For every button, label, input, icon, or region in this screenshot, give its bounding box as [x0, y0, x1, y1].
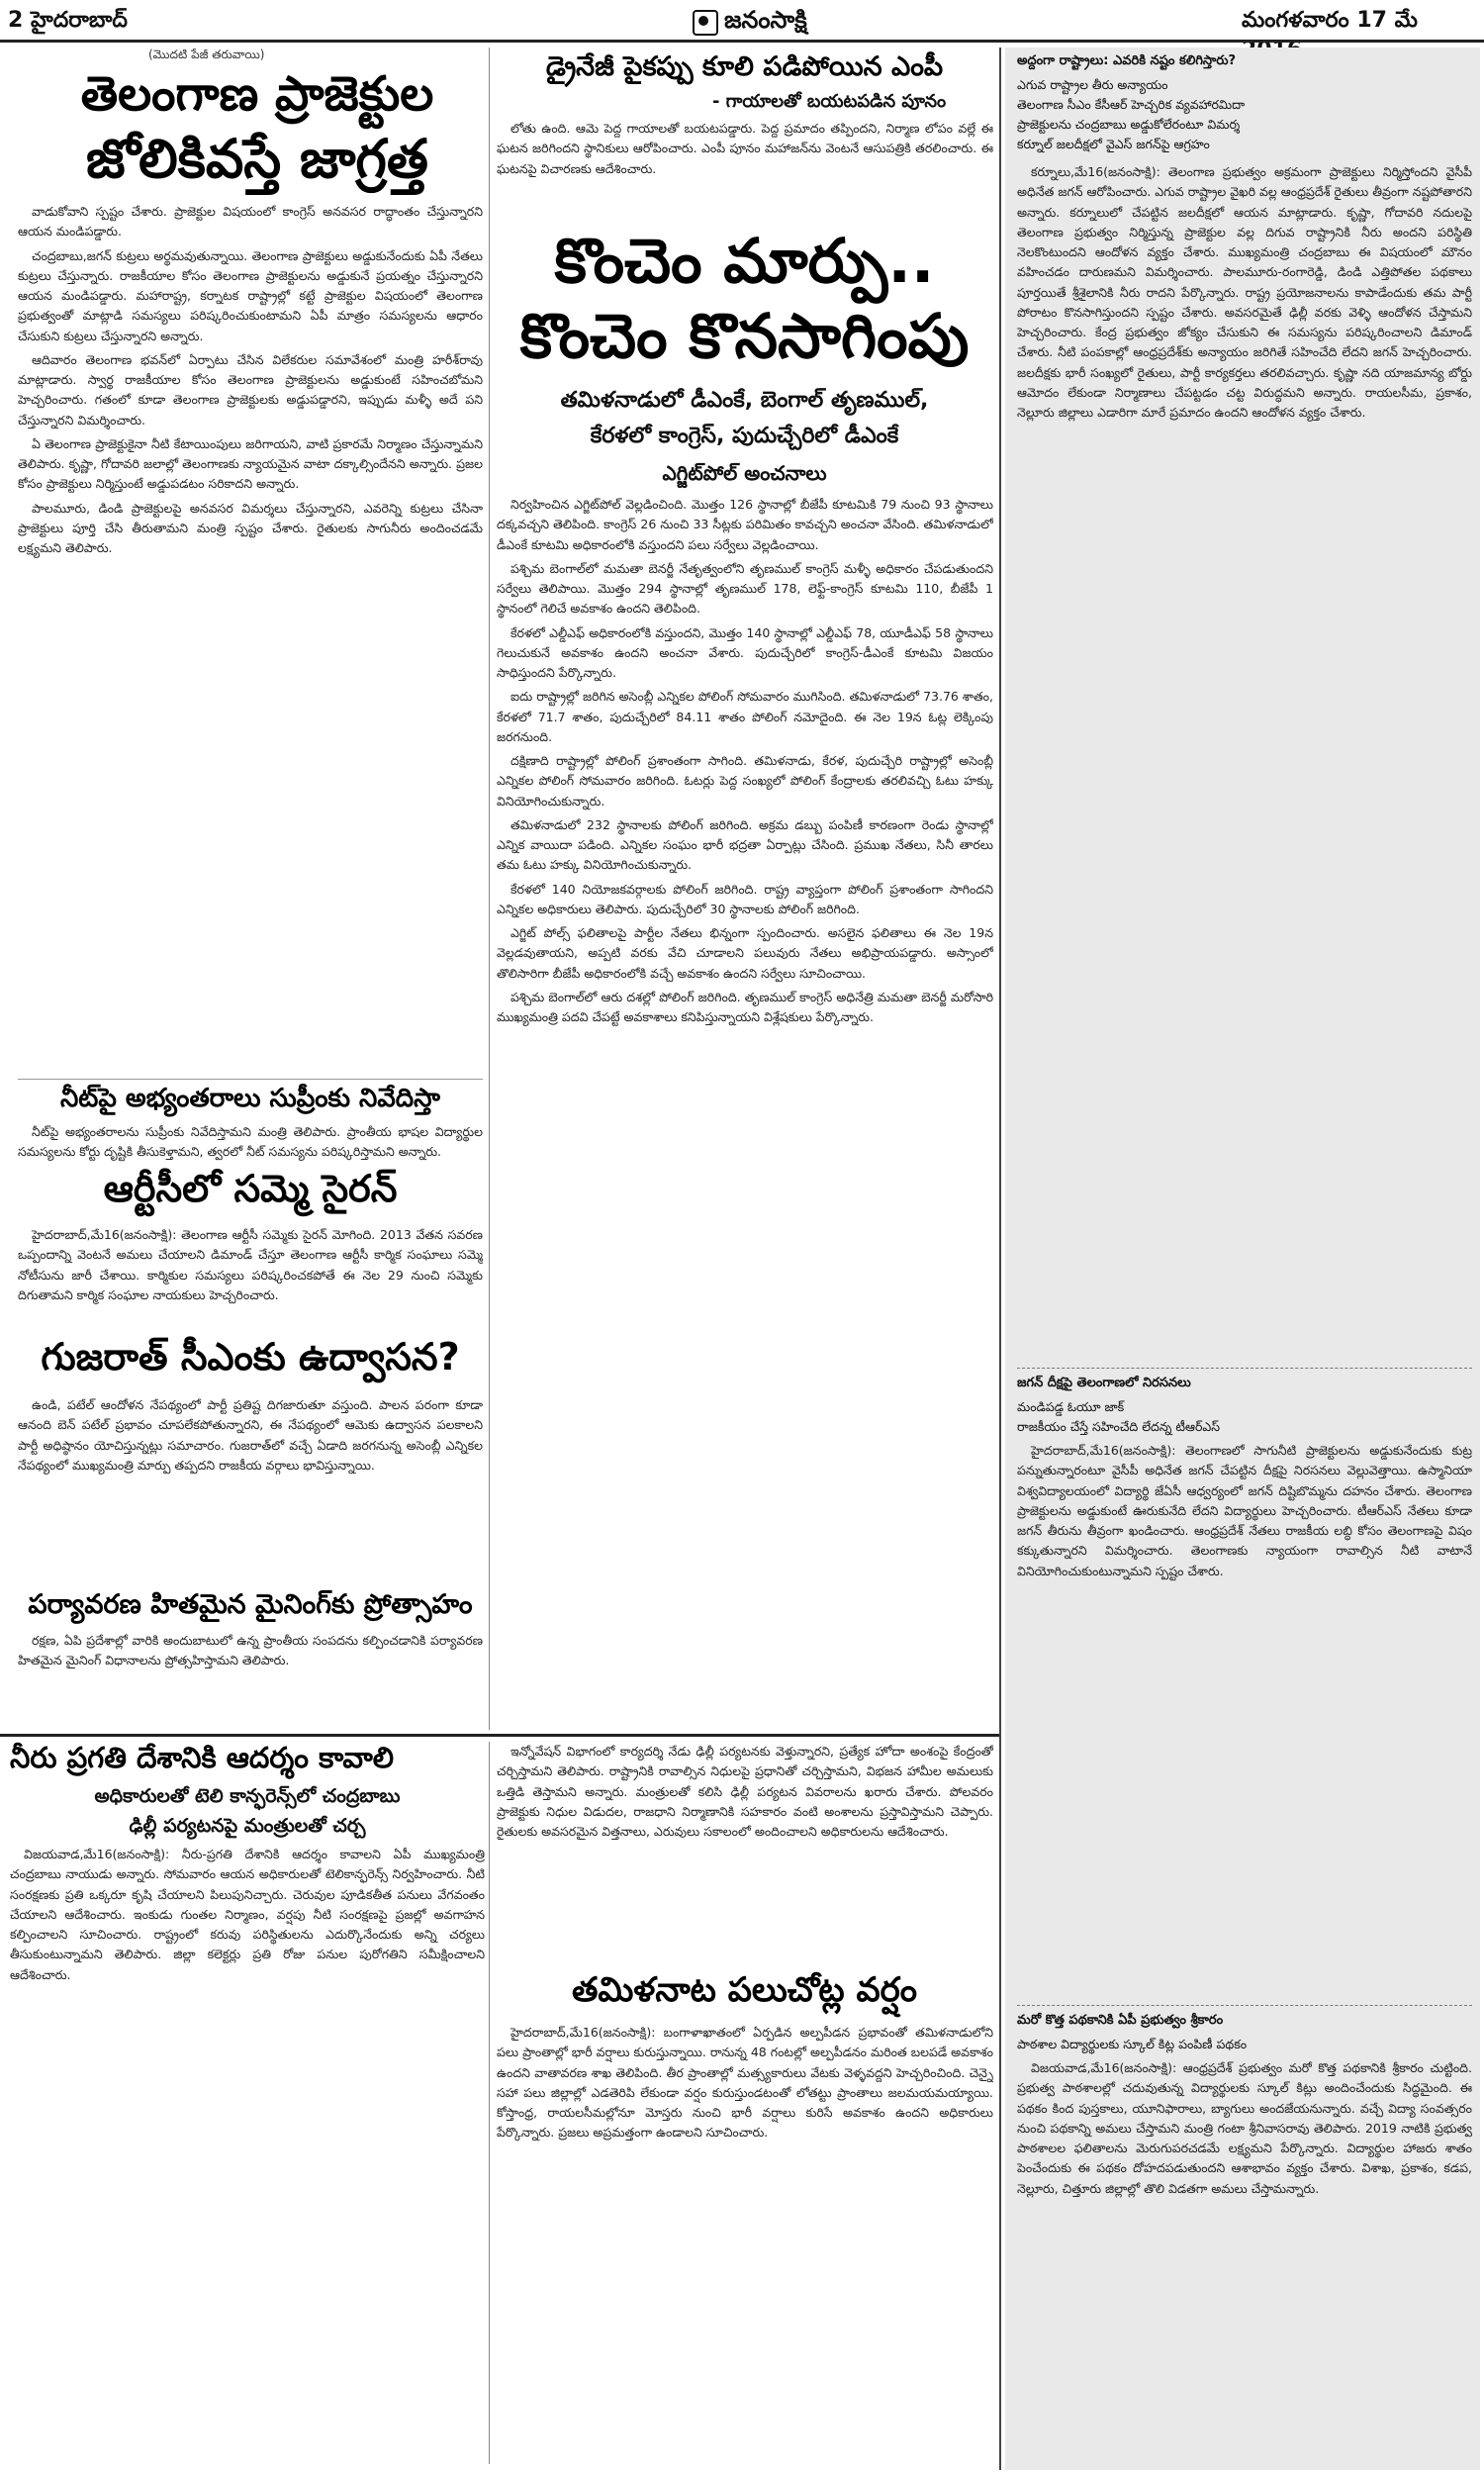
brand-name: జనంసాక్షి	[724, 6, 807, 34]
right-section3-body	[1017, 2058, 1472, 2464]
story6-headline: డ్రైనేజీ పైకప్పు కూలి పడిపోయిన ఎంపీ	[545, 51, 944, 82]
story7-paragraph: కేరళలో 140 నియోజకవర్గాలకు పోలింగ్ జరిగింది. రాష్ట్ర వ్యాప్తంగా పోలింగ్ ప్రశాంతంగా సాగిందని ఎన్నికల అధికారులు తెలిపారు. పుదుచ్చేరిలో 30 స్థానాలకు పోలింగ్ జరిగింది.	[497, 881, 993, 916]
column-divider	[489, 48, 490, 1730]
story4-body	[18, 1395, 483, 1581]
story8-deck-line2: ఢిల్లీ పర్యటనపై మంత్రులతో చర్చ	[129, 1815, 366, 1837]
story1-headline-line2: జోలికివస్తే జాగ్రత్త	[86, 128, 428, 190]
divider	[18, 1079, 483, 1080]
story8-paragraph: విజయవాడ,మే16(జనంసాక్షి): నీరు-ప్రగతి దేశానికి ఆదర్శం కావాలని ఏపీ ముఖ్యమంత్రి చంద్రబాబు నాయుడు అన్నారు. సోమవారం ఆయన అధికారులతో టెలికాన్ఫరెన్స్ నిర్వహించారు. నీటి సంరక్షణకు ప్రతి ఒక్కరూ కృషి చేయాలని పిలుపునిచ్చారు. చెరువుల పూడికతీత పనులు వేగవంతం చేయాలని ఆదేశించారు. ఇంకుడు గుంతల నిర్మాణం, వర్షపు నీటి సంరక్షణపై ప్రజల్లో అవగాహన కల్పించాలని సూచించారు. రాష్ట్రంలో కరువు పరిస్థితులను ఎదుర్కొనేందుకు అన్ని చర్యలు తీసుకుంటున్నామని తెలిపారు. జిల్లా కలెక్టర్లు ప్రతి రోజు పనుల పురోగతిని సమీక్షించాలని ఆదేశించారు.	[10, 1847, 485, 1982]
story7-deck-line1: తమిళనాడులో డీఎంకే, బెంగాల్ తృణముల్,	[560, 388, 929, 413]
story9-body	[497, 2023, 993, 2464]
story7-paragraph: నిర్వహించిన ఎగ్జిట్‌పోల్ వెల్లడించింది. మొత్తం 126 స్థానాల్లో బీజేపీ కూటమికి 79 నుంచి 93 స్థానాలు దక్కవచ్చని తెలిపింది. కాంగ్రెస్ 26 నుంచి 33 సీట్లకు పరిమితం కావచ్చని అంచనా వేసింది. తమిళనాడులో డీఎంకే కూటమి అధికారంలోకి వస్తుందని పలు సర్వేలు వెల్లడించాయి.	[497, 497, 993, 552]
right-section1-subhead: ప్రాజెక్టులను చంద్రబాబు అడ్డుకోలేరంటూ విమర్శ	[1017, 117, 1241, 132]
right-section2-paragraph: హైదరాబాద్,మే16(జనంసాక్షి): తెలంగాణలో సాగునీటి ప్రాజెక్టులను అడ్డుకునేందుకు కుట్ర పన్నుతున్నారంటూ వైసీపీ అధినేత జగన్ చేపట్టిన దీక్షపై నిరసనలు వెల్లువెత్తాయి. ఉస్మానియా విశ్వవిద్యాలయంలో విద్యార్థి జేఏసీ ఆధ్వర్యంలో జగన్ దిష్టిబొమ్మను దహనం చేశారు. తెలంగాణ ప్రాజెక్టులను అడ్డుకుంటే ఊరుకునేది లేదని విద్యార్థులు హెచ్చరించారు. టీఆర్ఎస్ నేతలు కూడా జగన్ తీరును తీవ్రంగా ఖండించారు. ఆంధ్రప్రదేశ్ నేతలు రాజకీయ లబ్ధి కోసం తెలంగాణపై విషం కక్కుతున్నారని విమర్శించారు. తెలంగాణకు న్యాయంగా రావాల్సిన నీటి వాటానే వినియోగించుకుంటున్నామని స్పష్టం చేశారు.	[1017, 1443, 1472, 1578]
masthead-rule	[0, 40, 1484, 43]
story6-body	[497, 119, 993, 214]
brand-icon	[693, 10, 718, 36]
right-section2-title: జగన్ దీక్షపై తెలంగాణలో నిరసనలు	[1017, 1376, 1191, 1390]
story5-paragraph: రక్షణ, ఏపి ప్రదేశాల్లో వారికి అందుబాటులో ఉన్న ప్రాంతీయ సంపదను కల్పించడానికి పర్యావరణ హితమైన మైనింగ్ విధానాలను ప్రోత్సహిస్తామని తెలిపారు.	[18, 1633, 483, 1668]
story7-headline-line1: కొంచెం మార్పు..	[554, 225, 935, 297]
story2-headline: నీట్‌పై అభ్యంతరాలు సుప్రీంకు నివేదిస్తా	[60, 1084, 440, 1113]
story7-paragraph: ఐదు రాష్ట్రాల్లో జరిగిన అసెంబ్లీ ఎన్నికల పోలింగ్ సోమవారం ముగిసింది. తమిళనాడులో 73.76 శాతం, కేరళలో 71.7 శాతం, పుదుచ్చేరిలో 84.11 శాతం పోలింగ్ నమోదైంది. ఈ నెల 19న ఓట్ల లెక్కింపు జరగనుంది.	[497, 689, 993, 744]
story2-body	[18, 1122, 483, 1164]
right-section1-paragraph: కర్నూలు,మే16(జనంసాక్షి): తెలంగాణ ప్రభుత్వం అక్రమంగా ప్రాజెక్టులు నిర్మిస్తోందని వైసీపీ అధినేత జగన్ ఆరోపించారు. ఎగువ రాష్ట్రాల వైఖరి వల్ల ఆంధ్రప్రదేశ్ రైతులు తీవ్రంగా నష్టపోతారని అన్నారు. కర్నూలులో చేపట్టిన జలదీక్షలో ఆయన మాట్లాడారు. కృష్ణా, గోదావరి నదులపై తెలంగాణ ప్రభుత్వం నిర్మిస్తున్న ప్రాజెక్టుల వల్ల దిగువ రాష్ట్రానికి నీరు అందని పరిస్థితి నెలకొంటుందని ఆందోళన వ్యక్తం చేశారు. ముఖ్యమంత్రి చంద్రబాబు ఈ విషయంలో మౌనం వహించడం దారుణమని విమర్శించారు. పాలమూరు-రంగారెడ్డి, డిండి ఎత్తిపోతల పథకాలు పూర్తయితే శ్రీశైలానికి నీరు రాదని పేర్కొన్నారు. రాష్ట్ర ప్రయోజనాలను కాపాడేందుకు తమ పార్టీ పోరాటం కొనసాగిస్తుందని స్పష్టం చేశారు. అవసరమైతే ఢిల్లీ వరకు వెళ్ళి ఆందోళన చేస్తామని హెచ్చరించారు. కేంద్ర ప్రభుత్వం జోక్యం చేసుకుని ఈ సమస్యను పరిష్కరించాలని డిమాండ్ చేశారు. నీటి పంపకాల్లో ఆంధ్రప్రదేశ్‌కు అన్యాయం జరిగితే సహించేది లేదని జగన్ హెచ్చరించారు. జలదీక్షకు భారీ సంఖ్యలో రైతులు, పార్టీ కార్యకర్తలు తరలివచ్చారు. కృష్ణా నది యాజమాన్య బోర్డు ఆమోదం లేకుండా నిర్మాణాలు చేపట్టడం చట్ట విరుద్ధమని అన్నారు. రాయలసీమ, ప్రకాశం, నెల్లూరు జిల్లాలు ఎడారిగా మారే ప్రమాదం ఉందని ఆందోళన వ్యక్తం చేశారు.	[1017, 164, 1472, 420]
story3-headline: ఆర్టీసీలో సమ్మె సైరన్	[103, 1167, 398, 1210]
story1-paragraph: పాలమూరు, డిండి ప్రాజెక్టులపై అనవసర విమర్శలు చేస్తున్నారని, ఎవరెన్ని కుట్రలు చేసినా ప్రాజెక్టులు పూర్తి చేసి తీరుతామని మంత్రి స్పష్టం చేశారు. రైతులకు సాగునీరు అందించడమే లక్ష్యమని తెలిపారు.	[18, 500, 483, 555]
story3-paragraph: హైదరాబాద్,మే16(జనంసాక్షి): తెలంగాణ ఆర్టీసీ సమ్మెకు సైరన్ మోగింది. 2013 వేతన సవరణ ఒప్పందాన్ని వెంటనే అమలు చేయాలని డిమాండ్ చేస్తూ తెలంగాణ ఆర్టీసీ కార్మిక సంఘాలు సమ్మె నోటీసును జారీ చేశాయి. కార్మికుల సమస్యలు పరిష్కరించకపోతే ఈ నెల 29 నుంచి సమ్మెకు దిగుతామని కార్మిక సంఘాల నాయకులు హెచ్చరించారు.	[18, 1227, 483, 1302]
column-divider	[489, 1742, 490, 2464]
story3-body	[18, 1225, 483, 1332]
story1-headline-line1: తెలంగాణ ప్రాజెక్టుల	[80, 66, 434, 122]
story1-paragraph: వాడుకోవాని స్పష్టం చేశారు. ప్రాజెక్టుల విషయంలో కాంగ్రెస్ అనవసర రాద్ధాంతం చేస్తున్నారని ఆయన మండిపడ్డారు.	[18, 204, 483, 239]
brand-logo	[693, 6, 807, 40]
column-divider	[999, 48, 1001, 2470]
story7-paragraph: ఎగ్జిట్ పోల్స్ ఫలితాలపై పార్టీల నేతలు భిన్నంగా స్పందించారు. అసలైన ఫలితాలు ఈ నెల 19న వెల్లడవుతాయని, అప్పటి వరకు వేచి చూడాలని పలువురు నేతలు అభిప్రాయపడ్డారు. అస్సాంలో తొలిసారిగా బీజేపీ అధికారంలోకి వచ్చే అవకాశం ఉందని సర్వేలు సూచించాయి.	[497, 925, 993, 981]
story9-headline: తమిళనాట పలుచోట్ల వర్షం	[571, 1970, 918, 2010]
story4-paragraph: ఉండి, పటేల్ ఆందోళన నేపథ్యంలో పార్టీ ప్రతిష్ట దిగజారుతూ వస్తుంది. పాలన పరంగా కూడా ఆనంది బెన్ పటేల్ ప్రభావం చూపలేకపోతున్నారని, ఈ నేపథ్యంలో ఆమెకు ఉద్వాసన పలకాలని పార్టీ అధిష్ఠానం యోచిస్తున్నట్లు సమాచారం. గుజరాత్‌లో వచ్చే ఏడాది జరగనున్న అసెంబ్లీ ఎన్నికల నేపథ్యంలో ముఖ్యమంత్రి మార్పు తప్పదని రాజకీయ వర్గాలు భావిస్తున్నాయి.	[18, 1397, 483, 1473]
story1-body	[18, 202, 483, 1083]
story1-paragraph: చంద్రబాబు,జగన్ కుట్రలు అర్థమవుతున్నాయి. తెలంగాణ ప్రాజెక్టులు అడ్డుకునేందుకు ఏపీ నేతలు కుట్రలు చేస్తున్నారు. రాజకీయాల కోసం తెలంగాణ ప్రాజెక్టులను అడ్డుకునే ప్రయత్నం చేస్తున్నారని ఆయన మండిపడ్డారు. మహారాష్ట్ర, కర్నాటక రాష్ట్రాల్లో కట్టే ప్రాజెక్టుల విషయంలో తెలంగాణ ప్రభుత్వంతో మాట్లాడి సమస్యలు పరిష్కరించుకుంటామని ఏపీ మాత్రం సమస్యలను ఆధారం చేసుకుని కుట్రలు చేస్తున్నారని అన్నారు.	[18, 247, 483, 343]
right-section2-subhead: రాజకీయం చేస్తే సహించేది లేదన్న టీఆర్ఎస్	[1017, 1419, 1221, 1434]
divider	[1017, 2005, 1472, 2006]
right-section1-subheads	[1017, 75, 1472, 154]
story9-paragraph: హైదరాబాద్,మే16(జనంసాక్షి): బంగాళాఖాతంలో ఏర్పడిన అల్పపీడన ప్రభావంతో తమిళనాడులోని పలు ప్రాంతాల్లో భారీ వర్షాలు కురుస్తున్నాయి. రానున్న 48 గంటల్లో అల్పపీడనం మరింత బలపడే అవకాశం ఉందని వాతావరణ శాఖ తెలిపింది. తీర ప్రాంతాల్లో మత్స్యకారులు వేటకు వెళ్ళవద్దని హెచ్చరించింది. చెన్నై సహా పలు జిల్లాల్లో ఎడతెరిపి లేకుండా వర్షం కురుస్తుండటంతో లోతట్టు ప్రాంతాలు జలమయమయ్యాయి. కోస్తాంధ్ర, రాయలసీమల్లోనూ మోస్తరు నుంచి భారీ వర్షాలు కురిసే అవకాశం ఉందని అధికారులు పేర్కొన్నారు. ప్రజలు అప్రమత్తంగా ఉండాలని సూచించారు.	[497, 2025, 993, 2141]
divider	[1017, 1368, 1472, 1369]
story7-deck-line3: ఎగ్జిట్‌పోల్ అంచనాలు	[662, 461, 827, 485]
story8-paragraph: ఇన్నోవేషన్ విభాగంలో కార్యదర్శి నేడు ఢిల్లీ పర్యటనకు వెళ్తున్నారని, ప్రత్యేక హోదా అంశంపై కేంద్రంతో చర్చిస్తామని తెలిపారు. రాష్ట్రానికి రావాల్సిన నిధులపై ప్రధానితో చర్చిస్తామని, విభజన హామీల అమలుకు ఒత్తిడి తెస్తామని అన్నారు. మంత్రులతో కలిసి ఢిల్లీ పర్యటన వివరాలను ఖరారు చేశారు. పోలవరం ప్రాజెక్టుకు నిధుల విడుదల, రాజధాని నిర్మాణానికి సహకారం వంటి అంశాలను ప్రస్తావిస్తామని చెప్పారు. రైతులకు అవసరమైన విత్తనాలు, ఎరువులు సకాలంలో అందించాలని అధికారులను ఆదేశించారు.	[497, 1744, 993, 1839]
right-section2-subheads	[1017, 1397, 1472, 1437]
story5-body	[18, 1631, 483, 1672]
right-section1-title: అద్దంగా రాష్ట్రాలు: ఎవరికి నష్టం కలిగిస్తారు?	[1017, 53, 1237, 68]
story6-subheadline: - గాయాలతో బయటపడిన పూనం	[712, 91, 947, 112]
section-rule	[0, 1734, 999, 1737]
story7-paragraph: కేరళలో ఎల్డీఎఫ్ అధికారంలోకి వస్తుందని, మొత్తం 140 స్థానాల్లో ఎల్డీఎఫ్ 78, యూడీఎఫ్ 58 స్థానాలు గెలుచుకునే అవకాశం ఉందని అంచనా వేశారు. పుదుచ్చేరిలో కాంగ్రెస్-డీఎంకే కూటమి విజయం సాధిస్తుందని పేర్కొన్నారు.	[497, 624, 993, 680]
story6-paragraph: లోతు ఉంది. ఆమె పెద్ద గాయాలతో బయటపడ్డారు. పెద్ద ప్రమాదం తప్పిందని, నిర్మాణ లోపం వల్లే ఈ ఘటన జరిగిందని స్థానికులు ఆరోపించారు. ఎంపీ పూనం మహాజన్‌ను వెంటనే ఆసుపత్రికి తరలించారు. ఈ ఘటనపై విచారణకు ఆదేశించారు.	[497, 121, 993, 176]
story7-paragraph: పశ్చిమ బెంగాల్‌లో మమతా బెనర్జీ నేతృత్వంలోని తృణముల్ కాంగ్రెస్ మళ్ళీ అధికారం చేపడుతుందని సర్వేలు తెలిపాయి. మొత్తం 294 స్థానాల్లో తృణముల్ 178, లెఫ్ట్-కాంగ్రెస్ కూటమి 110, బీజేపీ 1 స్థానంలో గెలిచే అవకాశం ఉందని తెలిపింది.	[497, 560, 993, 617]
right-section1-body	[1017, 162, 1472, 1360]
right-section3-paragraph: విజయవాడ,మే16(జనంసాక్షి): ఆంధ్రప్రదేశ్ ప్రభుత్వం మరో కొత్త పథకానికి శ్రీకారం చుట్టింది. ప్రభుత్వ పాఠశాలల్లో చదువుతున్న విద్యార్థులకు స్కూల్ కిట్లు అందించేందుకు సిద్ధమైంది. ఈ పథకం కింద పుస్తకాలు, యూనిఫారాలు, బ్యాగులు అందజేయనున్నారు. వచ్చే విద్యా సంవత్సరం నుంచి పథకాన్ని అమలు చేస్తామని మంత్రి గంటా శ్రీనివాసరావు తెలిపారు. 2019 నాటికి ప్రభుత్వ పాఠశాలల ఫలితాలను మెరుగుపరచడమే లక్ష్యమని పేర్కొన్నారు. విద్యార్థుల హాజరు శాతం పెంచేందుకు ఈ పథకం దోహదపడుతుందని ఆశాభావం వ్యక్తం చేశారు. విశాఖ, ప్రకాశం, కడప, నెల్లూరు, చిత్తూరు జిల్లాల్లో తొలి విడతగా అమలు చేస్తామన్నారు.	[1017, 2060, 1472, 2196]
issue-date: మంగళవారం 17 మే	[1242, 8, 1418, 33]
story7-paragraph: తమిళనాడులో 232 స్థానాలకు పోలింగ్ జరిగింది. అక్రమ డబ్బు పంపిణీ కారణంగా రెండు స్థానాల్లో ఎన్నిక వాయిదా పడింది. ఎన్నికల సంఘం భారీ భద్రతా ఏర్పాట్లు చేసింది. ప్రముఖ నేతలు, సినీ తారలు తమ ఓటు హక్కు వినియోగించుకున్నారు.	[497, 816, 993, 873]
story7-body	[497, 495, 993, 1722]
right-section1-subhead: తెలంగాణ సీఎం కేసీఆర్ హెచ్చరిక వ్యవహారమిదా	[1017, 97, 1246, 112]
story8-deck-line1: అధికారులతో టెలి కాన్ఫరెన్స్‌లో చంద్రబాబు	[94, 1785, 401, 1807]
right-section1-subhead: కర్నూల్ జలదీక్షలో వైఎస్ జగన్‌పై ఆగ్రహం	[1017, 137, 1210, 151]
right-section2-subhead: మండిపడ్డ ఓయూ జాక్	[1017, 1399, 1125, 1414]
story8-headline: నీరు ప్రగతి దేశానికి ఆదర్శం కావాలి	[10, 1741, 394, 1774]
story5-headline: పర్యావరణ హితమైన మైనింగ్‌కు ప్రోత్సాహం	[28, 1589, 473, 1620]
right-section3-title: మరో కొత్త పథకానికి ఏపీ ప్రభుత్వం శ్రీకారం	[1017, 2013, 1224, 2028]
story8-body-right	[497, 1742, 993, 1959]
story4-headline: గుజరాత్ సీఎంకు ఉద్వాసన?	[41, 1335, 460, 1379]
story7-paragraph: పశ్చిమ బెంగాల్‌లో ఆరు దశల్లో పోలింగ్ జరిగింది. తృణముల్ కాంగ్రెస్ అధినేత్రి మమతా బెనర్జీ మరోసారి ముఖ్యమంత్రి పదవి చేపట్టే అవకాశాలు కనిపిస్తున్నాయని విశ్లేషకులు పేర్కొన్నారు.	[497, 989, 993, 1024]
story7-headline-line2: కొంచెం కొనసాగింపు	[519, 300, 970, 372]
continued-kicker: (మొదటి పేజీ తరువాయి)	[148, 48, 265, 61]
page-number-city: 2 హైదరాబాద్	[8, 8, 128, 33]
story7-deck-line2: కేరళలో కాంగ్రెస్, పుదుచ్చేరిలో డీఎంకే	[590, 424, 899, 448]
story1-paragraph: ఏ తెలంగాణ ప్రాజెక్టుకైనా నీటి కేటాయింపులు జరిగాయని, వాటి ప్రకారమే నిర్మాణం చేస్తున్నామని తెలిపారు. కృష్ణా, గోదావరి జలాల్లో తెలంగాణకు న్యాయమైన వాటా దక్కాల్సిందేనని అన్నారు. ప్రజల కోసం ప్రాజెక్టులు నిర్మిస్తుంటే అడ్డుపడటం సరికాదని అన్నారు.	[18, 435, 483, 492]
right-section1-subhead: ఎగువ రాష్ట్రాల తీరు అన్యాయం	[1017, 77, 1168, 92]
right-section3-subhead: పాఠశాల విద్యార్థులకు స్కూల్ కిట్ల పంపిణీ పథకం	[1017, 2037, 1248, 2051]
right-section2-body	[1017, 1441, 1472, 1995]
story8-body-left	[10, 1845, 485, 2463]
right-section3-subheads	[1017, 2035, 1472, 2054]
story7-paragraph: దక్షిణాది రాష్ట్రాల్లో పోలింగ్ ప్రశాంతంగా సాగింది. తమిళనాడు, కేరళ, పుదుచ్చేరి రాష్ట్రాల్లో అసెంబ్లీ ఎన్నికల పోలింగ్ సోమవారం జరిగింది. ఓటర్లు పెద్ద సంఖ్యలో పోలింగ్ కేంద్రాలకు తరలివచ్చి ఓటు హక్కు వినియోగించుకున్నారు.	[497, 753, 993, 809]
story1-paragraph: ఆదివారం తెలంగాణ భవన్‌లో ఏర్పాటు చేసిన విలేకరుల సమావేశంలో మంత్రి హరీశ్‌రావు మాట్లాడారు. స్వార్థ రాజకీయాల కోసం తెలంగాణ ప్రాజెక్టులను అడ్డుకుంటే సహించబోమని హెచ్చరించారు. గతంలో కూడా తెలంగాణ ప్రాజెక్టులకు అడ్డుపడ్డారని, ఇప్పుడు మళ్ళీ అదే పని చేస్తున్నారని విమర్శించారు.	[18, 351, 483, 428]
story2-paragraph: నీట్‌పై అభ్యంతరాలను సుప్రీంకు నివేదిస్తామని మంత్రి తెలిపారు. ప్రాంతీయ భాషల విద్యార్థుల సమస్యలను కోర్టు దృష్టికి తీసుకెళ్తామని, త్వరలో నీట్ సమస్యను పరిష్కరిస్తామని అన్నారు.	[18, 1124, 483, 1160]
